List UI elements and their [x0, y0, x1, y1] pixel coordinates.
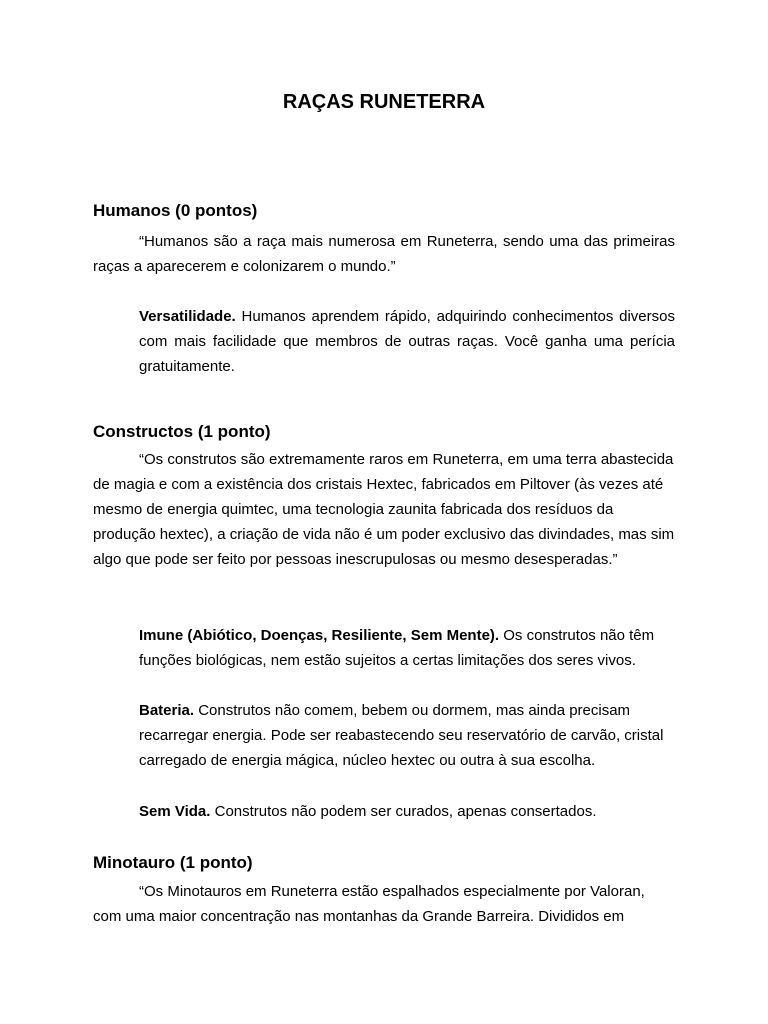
trait-versatilidade — [139, 304, 675, 379]
trait-description: Humanos aprendem rápido, adquirindo conhecimentos diversos com mais facilidade que membros de outras raças. Você ganha uma perícia gratuitamente. — [139, 308, 675, 375]
document-title: RAÇAS RUNETERRA — [282, 91, 486, 113]
section-quote-constructos: “Os construtos são extremamente raros em Runeterra, em uma terra abastecida de magia e com a existência dos cristais Hextec, fabricados em Piltover (às vezes até mesmo de energia quimtec, uma tecnologia zaunita fabricada dos resíduos da produção hextec), a criação de vida não é um poder exclusivo das divindades, mas sim algo que pode ser feito por pessoas inescrupulosas ou mesmo desesperadas.” — [93, 451, 675, 568]
trait-bateria — [139, 698, 675, 773]
section-heading-constructos: Constructos (1 ponto) — [93, 422, 271, 441]
trait-description: Os construtos não têm funções biológicas, nem estão sujeitos a certas limitações dos seres vivos. — [139, 627, 655, 669]
trait-description: Construtos não podem ser curados, apenas consertados. — [210, 803, 597, 820]
section-heading-minotauro: Minotauro (1 ponto) — [93, 853, 253, 872]
trait-description: Construtos não comem, bebem ou dormem, mas ainda precisam recarregar energia. Pode ser reabastecendo seu reservatório de carvão, cristal carregado de energia mágica, núcleo hextec ou outra à sua escolha. — [139, 702, 664, 769]
section-quote-minotauro: “Os Minotauros em Runeterra estão espalhados especialmente por Valoran, com uma maior concentração nas montanhas da Grande Barreira. Divididos em — [93, 883, 645, 925]
trait-name: Imune (Abiótico, Doenças, Resiliente, Sem Mente). — [139, 627, 500, 644]
trait-name: Bateria. — [139, 702, 195, 719]
trait-name: Sem Vida. — [139, 803, 211, 820]
trait-imune — [139, 623, 675, 673]
trait-sem-vida — [139, 799, 675, 824]
section-quote-humanos: “Humanos são a raça mais numerosa em Runeterra, sendo uma das primeiras raças a aparecerem e colonizarem o mundo.” — [93, 233, 675, 275]
section-heading-humanos: Humanos (0 pontos) — [93, 201, 258, 220]
trait-name: Versatilidade. — [139, 308, 236, 325]
